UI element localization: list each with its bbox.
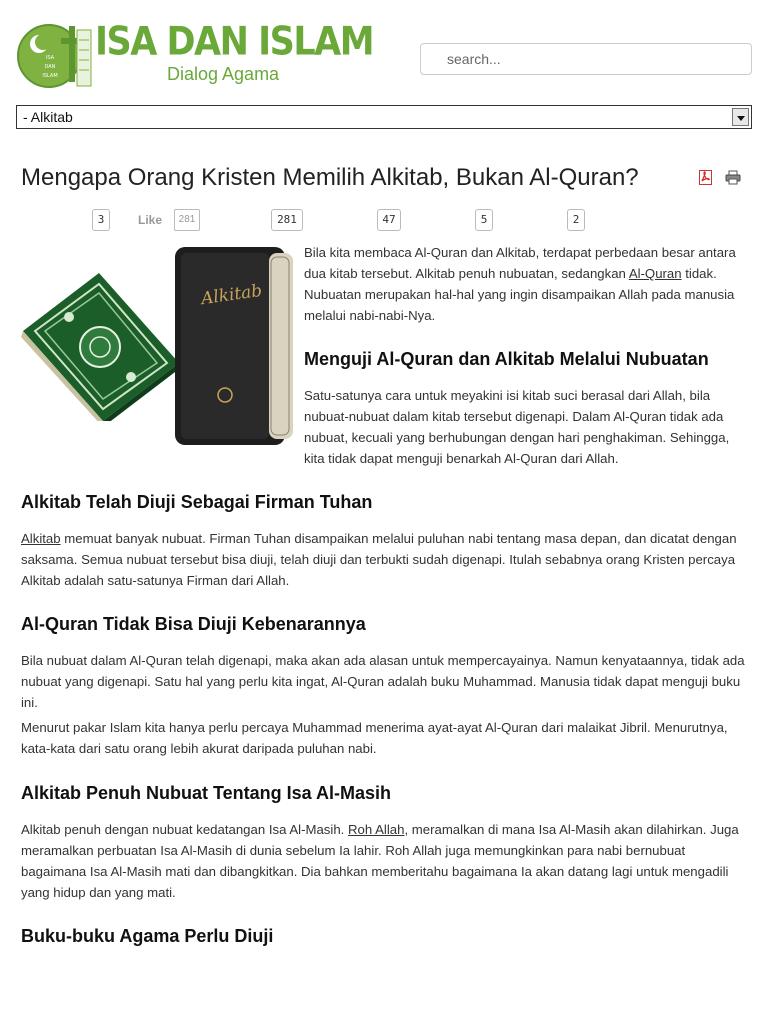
section-heading: Buku-buku Agama Perlu Diuji bbox=[21, 926, 274, 946]
like-button[interactable]: Like bbox=[138, 213, 163, 227]
intro-text-2: tidak. Nubuatan merupakan hal-hal yang ingin disampaikan Allah pada manusia melalui nabi-nabi-Nya. bbox=[304, 266, 735, 323]
section-paragraph bbox=[21, 528, 745, 591]
logo-badge bbox=[39, 54, 61, 81]
logo-badge-line: ISLAM bbox=[42, 73, 58, 79]
share-count-twitter[interactable]: 281 bbox=[271, 209, 303, 231]
logo-subtitle: Dialog Agama bbox=[167, 64, 280, 84]
share-count-pinterest[interactable]: 2 bbox=[567, 209, 585, 231]
section-paragraph bbox=[21, 819, 745, 903]
section-paragraph: Bila nubuat dalam Al-Quran telah digenapi, maka akan ada alasan untuk mempercayainya. Namun kenyataannya, tidak ada nubuat yang digenapi. Satu hal yang perlu kita ingat, Al-Quran adalah buku Muhammad. Manusia tidak dapat menguji buku ini. bbox=[21, 653, 745, 710]
quran-book-image bbox=[21, 271, 181, 421]
category-select-value: - Alkitab bbox=[23, 109, 73, 125]
section-text: memuat banyak nubuat. Firman Tuhan disampaikan melalui puluhan nabi tentang masa depan, dan dicatat dengan saksama. Semua nubuat tersebut bisa diuji, telah diuji dan terbukti sudah digenapi. Itulah sebabnya orang Kristen percaya Alkitab adalah satu-satunya Firman dari Allah. bbox=[21, 531, 737, 588]
intro-paragraph bbox=[304, 242, 746, 326]
share-count-google[interactable]: 47 bbox=[377, 209, 401, 231]
like-count: 281 bbox=[174, 209, 200, 231]
section-paragraph: Menurut pakar Islam kita hanya perlu percaya Muhammad menerima ayat-ayat Al-Quran dari malaikat Jibril. Menurutnya, kata-kata dari satu orang lebih akurat daripada puluhan nabi. bbox=[21, 720, 728, 756]
logo-badge-line: ISA bbox=[45, 55, 55, 61]
category-select[interactable] bbox=[16, 105, 752, 129]
alkitab-book-label: Alkitab bbox=[199, 280, 264, 310]
logo-badge-line: DAN bbox=[44, 64, 56, 70]
article-title: Mengapa Orang Kristen Memilih Alkitab, Bukan Al-Quran? bbox=[21, 164, 639, 191]
share-count-linkedin[interactable]: 5 bbox=[475, 209, 493, 231]
section-heading: Al-Quran Tidak Bisa Diuji Kebenarannya bbox=[21, 614, 366, 634]
print-icon[interactable] bbox=[725, 170, 741, 185]
intro-text-1: Bila kita membaca Al-Quran dan Alkitab, terdapat perbedaan besar antara dua kitab tersebut. Alkitab penuh nubuatan, sedangkan bbox=[304, 245, 736, 281]
section-text: Alkitab penuh dengan nubuat kedatangan Isa Al-Masih. bbox=[21, 822, 348, 837]
article-image bbox=[21, 243, 300, 448]
chevron-down-icon[interactable] bbox=[732, 108, 749, 126]
section-heading: Menguji Al-Quran dan Alkitab Melalui Nubuatan bbox=[304, 349, 709, 369]
section-text: , meramalkan di mana Isa Al-Masih akan dilahirkan. Juga meramalkan perbuatan Isa Al-Masih di dunia sebelum Ia lahir. Roh Allah juga memungkinkan para nabi bernubuat bagaimana Isa Al-Masih mati dan dibangkitkan. Dia bahkan memberitahu bagaimana Ia akan datang lagi untuk mengadili yang hidup dan yang mati. bbox=[21, 822, 739, 900]
alkitab-book-shape bbox=[173, 243, 299, 448]
search-input[interactable] bbox=[420, 43, 752, 75]
section-heading: Alkitab Telah Diuji Sebagai Firman Tuhan bbox=[21, 492, 373, 512]
share-count-facebook[interactable]: 3 bbox=[92, 209, 110, 231]
logo-title: ISA DAN ISLAM bbox=[95, 20, 374, 65]
site-logo[interactable] bbox=[17, 18, 374, 93]
section-paragraph: Satu-satunya cara untuk meyakini isi kitab suci berasal dari Allah, bila nubuat-nubuat dalam kitab tersebut digenapi. Dalam Al-Quran tidak ada nubuat, kecuali yang berhubungan dengan hari penghakiman. Sehingga, kita tidak dapat menguji benarkah Al-Quran dari Allah. bbox=[304, 388, 730, 466]
pdf-icon[interactable] bbox=[699, 170, 712, 185]
section-heading: Alkitab Penuh Nubuat Tentang Isa Al-Masih bbox=[21, 783, 392, 803]
alkitab-book-image bbox=[173, 243, 299, 448]
link-al-quran[interactable]: Al-Quran bbox=[628, 266, 682, 281]
link-roh-allah[interactable]: Roh Allah bbox=[348, 822, 405, 837]
link-alkitab[interactable]: Alkitab bbox=[21, 531, 61, 546]
